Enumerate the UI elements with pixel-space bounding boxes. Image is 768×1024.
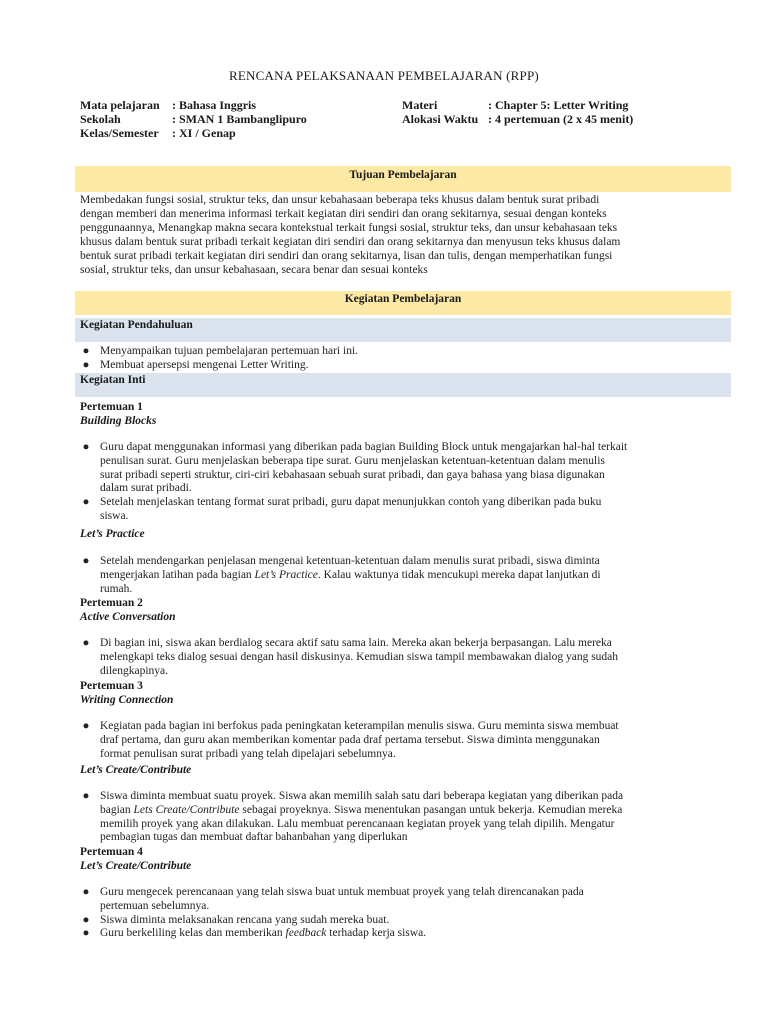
bullet-icon: ●	[82, 913, 90, 926]
meta-value-kelas: : XI / Genap	[172, 126, 236, 140]
bullet-icon: ●	[82, 441, 90, 453]
pendahuluan-heading-bar	[75, 318, 731, 342]
bullet-icon: ●	[82, 345, 90, 357]
list-item: ● Setelah mendengarkan penjelasan mengenai ketentuan-ketentuan dalam menulis surat pribadi, siswa diminta mengerjakan latihan pada bagian Let’s Practice. Kalau waktunya tidak mencukupi mereka dapat lanjutkan di rumah.	[80, 555, 710, 596]
meta-value-materi: : Chapter 5: Letter Writing	[488, 98, 629, 112]
building-blocks-subtitle: Building Blocks	[80, 415, 157, 427]
bullet-icon: ●	[82, 496, 90, 509]
lets-practice-subtitle: Let’s Practice	[80, 528, 145, 540]
list-item: ● Kegiatan pada bagian ini berfokus pada peningkatan keterampilan menulis siswa. Guru meminta siswa membuat draf pertama, dan guru akan memberikan komentar pada draf pertama tersebut. Siswa diminta menggunakan format penulisan surat pribadi yang telah dipelajari sebelumnya.	[80, 720, 710, 761]
tujuan-line: khusus dalam bentuk surat pribadi terkait kegiatan diri sendiri dan orang sekitarnya dan menyusun teks khusus dalam	[80, 235, 621, 248]
meta-label-kelas: Kelas/Semester	[80, 126, 159, 140]
kegiatan-heading: Kegiatan Pembelajaran	[344, 293, 462, 305]
list-item: ● Guru mengecek perencanaan yang telah siswa buat untuk membuat proyek yang telah direncanakan pada pertemuan sebelumnya.	[80, 886, 710, 914]
list-item: ● Guru berkeliling kelas dan memberikan feedback terhadap kerja siswa.	[80, 927, 710, 941]
tujuan-heading-bar	[75, 166, 731, 192]
tujuan-line: sosial, struktur teks, dan unsur kebahasaan, secara benar dan sesuai konteks	[80, 263, 428, 276]
meta-label-alokasi: Alokasi Waktu	[402, 112, 479, 126]
meta-value-alokasi: : 4 pertemuan (2 x 45 menit)	[488, 112, 634, 126]
active-conversation-subtitle: Active Conversation	[80, 611, 176, 623]
bullet-icon: ●	[82, 886, 90, 898]
pertemuan-3-title: Pertemuan 3	[80, 680, 143, 692]
bullet-icon: ●	[82, 555, 90, 567]
p1-list-2	[80, 555, 710, 596]
list-item: ● Setelah menjelaskan tentang format surat pribadi, guru dapat menunjukkan contoh yang diberikan pada buku siswa.	[80, 496, 710, 524]
writing-connection-subtitle: Writing Connection	[80, 694, 174, 706]
list-item: ● Membuat apersepsi mengenai Letter Writing.	[80, 359, 710, 373]
tujuan-heading: Tujuan Pembelajaran	[349, 169, 457, 181]
tujuan-line: bentuk surat pribadi terkait kegiatan diri sendiri dan orang sekitarnya, lisan dan tulis, dengan memperhatikan fungsi	[80, 249, 613, 262]
tujuan-paragraph	[80, 194, 720, 277]
bullet-icon: ●	[82, 790, 90, 802]
lets-create-subtitle-p4: Let’s Create/Contribute	[80, 860, 192, 872]
pendahuluan-heading: Kegiatan Pendahuluan	[80, 319, 193, 331]
meta-right	[402, 98, 633, 126]
list-item: ● Siswa diminta membuat suatu proyek. Siswa akan memilih salah satu dari beberapa kegiatan yang diberikan pada bagian Lets Create/Contribute sebagai proyeknya. Siswa menentukan pasangan untuk bekerja. Kemudian mereka memilih proyek yang akan dilakukan. Lalu membuat perencanaan kegiatan proyek yang telah dipilih. Mengatur pembagian tugas dan membuat daftar bahanbahan yang diperlukan	[80, 790, 710, 845]
meta-value-mapel: : Bahasa Inggris	[172, 98, 257, 112]
list-item: ● Siswa diminta melaksanakan rencana yang sudah mereka buat.	[80, 914, 710, 928]
tujuan-line: dengan memberi dan menerima informasi terkait kegiatan diri sendiri dan orang sekitarnya, sesuai dengan konteks	[80, 207, 607, 220]
bullet-icon: ●	[82, 637, 90, 649]
kegiatan-heading-bar	[75, 291, 731, 315]
list-item: ● Di bagian ini, siswa akan berdialog secara aktif satu sama lain. Mereka akan bekerja berpasangan. Lalu mereka melengkapi teks dialog sesuai dengan hasil diskusinya. Kemudian siswa tampil membawakan dialog yang sudah dilengkapinya.	[80, 637, 710, 678]
list-item: ● Guru dapat menggunakan informasi yang diberikan pada bagian Building Block untuk mengajarkan hal-hal terkait penulisan surat. Guru menjelaskan beberapa tipe surat. Guru menjelaskan ketentuan-ketentuan dalam menulis surat pribadi seperti struktur, ciri-ciri kebahasaan sebuah surat pribadi, dan gaya bahasa yang biasa digunakan dalam surat pribadi.	[80, 441, 710, 496]
pendahuluan-list	[80, 345, 710, 373]
tujuan-line: Membedakan fungsi sosial, struktur teks, dan unsur kebahasaan beberapa teks khusus dalam bentuk surat pribadi	[80, 194, 600, 206]
meta-label-materi: Materi	[402, 98, 438, 112]
p1-list-1	[80, 441, 710, 524]
meta-left	[80, 98, 307, 140]
p3-list-1	[80, 720, 710, 761]
lets-create-subtitle: Let’s Create/Contribute	[80, 764, 192, 776]
meta-value-sekolah: : SMAN 1 Bambanglipuro	[172, 112, 307, 126]
p2-list	[80, 637, 710, 678]
document-title: RENCANA PELAKSANAAN PEMBELAJARAN (RPP)	[229, 68, 539, 83]
meta-label-sekolah: Sekolah	[80, 112, 121, 126]
bullet-icon: ●	[82, 358, 90, 371]
bullet-icon: ●	[82, 720, 90, 732]
pertemuan-4-title: Pertemuan 4	[80, 846, 143, 858]
p4-list	[80, 886, 710, 941]
p3-list-2	[80, 790, 710, 845]
meta-label-mapel: Mata pelajaran	[80, 98, 160, 112]
inti-heading: Kegiatan Inti	[80, 374, 146, 386]
pertemuan-2-title: Pertemuan 2	[80, 597, 143, 609]
bullet-icon: ●	[82, 927, 90, 940]
inti-heading-bar	[75, 373, 731, 397]
pertemuan-1-title: Pertemuan 1	[80, 401, 143, 413]
tujuan-line: penggunaannya, Menangkap makna secara kontekstual terkait fungsi sosial, struktur teks, dan unsur kebahasaan teks	[80, 221, 618, 234]
list-item: ● Menyampaikan tujuan pembelajaran pertemuan hari ini.	[80, 345, 710, 359]
